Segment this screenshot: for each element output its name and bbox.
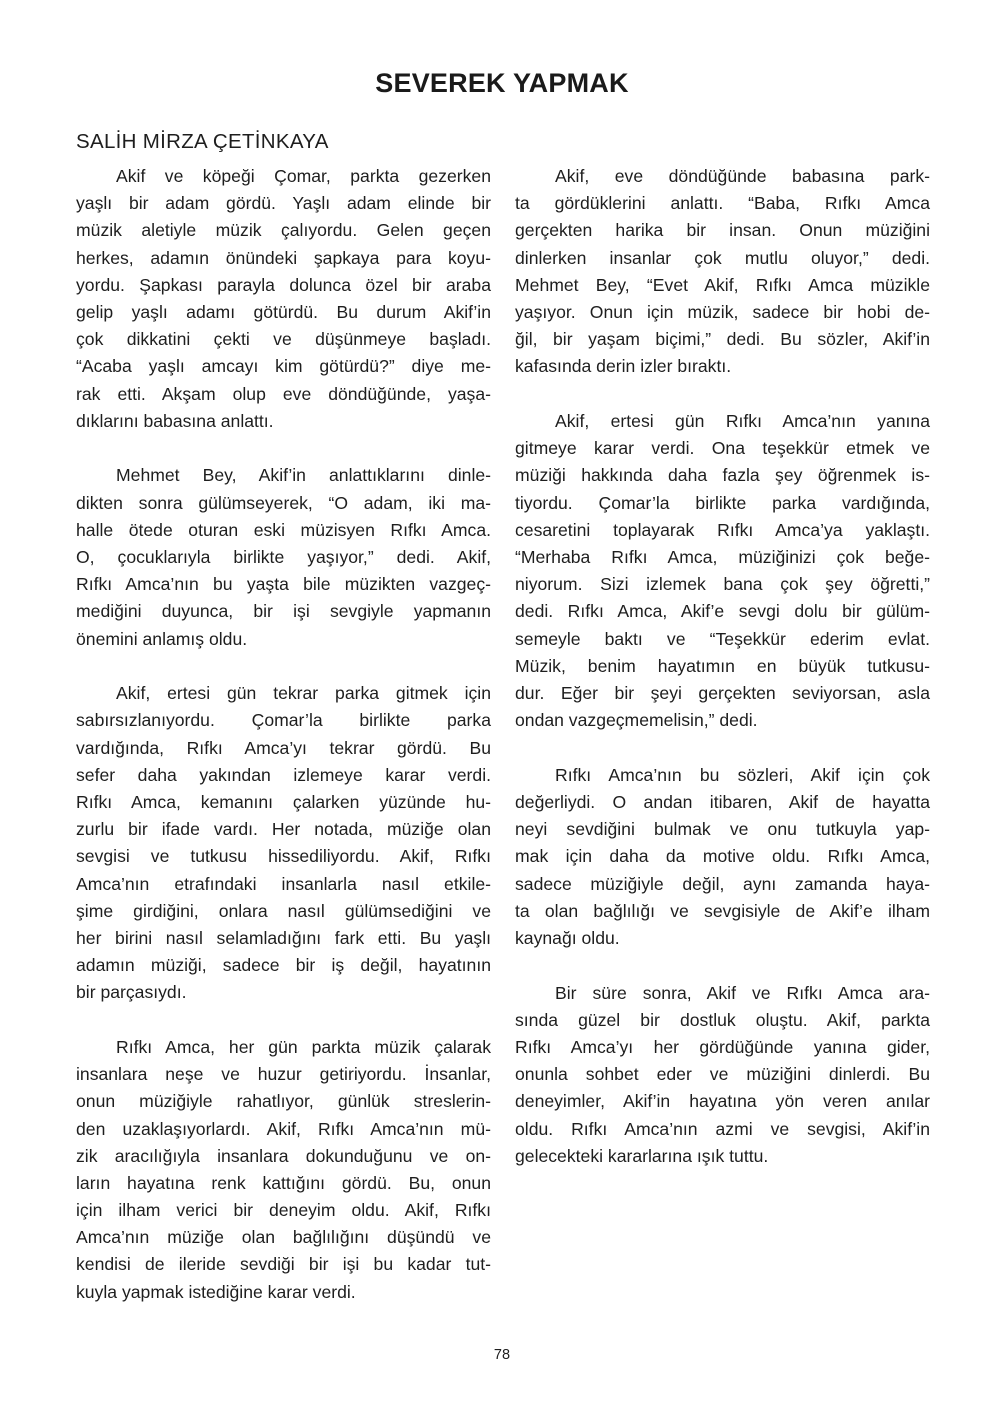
paragraph [515,980,930,1170]
text-line: Bir süre sonra, Akif ve Rıfkı Amca ara- [555,982,930,1003]
text-line: tiyordu. Çomar’la birlikte parka vardığında, [515,492,930,513]
text-line: müzik aletiyle müzik çalıyordu. Gelen geçen [76,220,491,241]
text-line: müziği hakkında daha fazla şey öğrenmek is- [515,465,930,486]
text-line: mediğini duyunca, bir işi sevgiyle yapmanın [76,601,491,622]
paragraph [515,163,930,381]
text-line: semeyle baktı ve “Teşekkür ederim evlat. [515,628,930,649]
text-line: sefer daha yakından izlemeye karar verdi. [76,764,491,785]
text-line: sadece müziğiyle değil, aynı zamanda haya- [515,873,930,894]
text-line: Rıfkı Amca’nın bu sözleri, Akif için çok [555,764,930,785]
text-line: dikten sonra gülümseyerek, “O adam, iki ma- [76,492,491,513]
text-line: den uzaklaşıyorlardı. Akif, Rıfkı Amca’nın mü- [76,1118,491,1139]
text-line: Rıfkı Amca, kemanını çalarken yüzünde hu- [76,791,491,812]
text-line: çok dikkatini çekti ve düşünmeye başladı. [76,329,491,350]
text-line: önemini anlamış oldu. [76,628,248,649]
text-line: Müzik, benim hayatımın en büyük tutkusu- [515,655,930,676]
left-column [76,163,491,1333]
text-line: gitmeye karar verdi. Ona teşekkür etmek ve [515,438,930,459]
text-line: dedi. Rıfkı Amca, Akif’e sevgi dolu bir gülüm- [515,601,930,622]
text-line: kafasında derin izler bıraktı. [515,356,732,377]
text-line: ların hayatına renk kattığını gördü. Bu, onun [76,1172,491,1193]
text-line: dıklarını babasına anlattı. [76,410,274,431]
text-line: Rıfkı Amca, her gün parkta müzik çalarak [116,1036,491,1057]
text-line: gelip yaşlı adamı götürdü. Bu durum Akif’in [76,301,491,322]
text-line: değerliydi. O andan itibaren, Akif de hayatta [515,791,930,812]
text-line: için ilham verici bir deneyim oldu. Akif, Rıfkı [76,1200,491,1221]
text-line: deneyimler, Akif’in hayatına yön veren anılar [515,1091,930,1112]
text-line: ondan vazgeçmemelisin,” dedi. [515,710,758,731]
text-line: mak için daha da motive oldu. Rıfkı Amca, [515,846,930,867]
paragraph [515,408,930,734]
text-line: yaşlı bir adam gördü. Yaşlı adam elinde bir [76,193,491,214]
text-line: herkes, adamın önündeki şapkaya para koyu- [76,247,491,268]
text-line: adamın müziği, sadece bir iş değil, hayatının [76,955,491,976]
text-line: kuyla yapmak istediğine karar verdi. [76,1281,356,1302]
text-line: Mehmet Bey, Akif’in anlattıklarını dinle- [116,465,491,486]
text-line: cesaretini toplayarak Rıfkı Amca’ya yaklaştı. [515,519,930,540]
text-line: neyi sevdiğini bulmak ve onu tutkuyla yap- [515,819,930,840]
text-line: yordu. Şapkası parayla dolunca özel bir araba [76,274,491,295]
text-line: niyorum. Sizi izlemek bana çok şey öğretti,” [515,574,930,595]
paragraph [76,163,491,435]
text-line: dinlerken insanlar çok mutlu oluyor,” dedi. [515,247,930,268]
text-line: gerçekten harika bir insan. Onun müziğini [515,220,930,241]
text-line: kaynağı oldu. [515,927,620,948]
text-line: onunla sohbet eder ve müziğini dinlerdi. Bu [515,1064,930,1085]
paragraph [76,680,491,1006]
text-line: yaşıyor. Onun için müzik, sadece bir hobi de- [515,301,930,322]
text-line: vardığında, Rıfkı Amca’yı tekrar gördü. Bu [76,737,491,758]
page-title: SEVEREK YAPMAK [375,68,629,98]
text-line: Akif, ertesi gün Rıfkı Amca’nın yanına [555,411,930,431]
text-line: gelecekteki kararlarına ışık tuttu. [515,1145,769,1166]
paragraph [515,762,930,952]
text-line: Rıfkı Amca’yı her gördüğünde yanına gider, [515,1036,930,1057]
text-line: “Merhaba Rıfkı Amca, müziğinizi çok beğe- [515,546,930,567]
paragraph [76,1034,491,1306]
text-line: “Acaba yaşlı amcayı kim götürdü?” diye me- [76,356,491,377]
text-line: Akif, eve döndüğünde babasına park- [555,166,930,186]
text-line: sında güzel bir dostluk oluştu. Akif, parkta [515,1009,930,1030]
text-line: şime girdiğini, onlara nasıl gülümsediğini ve [76,900,491,921]
text-line: her birini nasıl selamladığını fark etti. Bu yaşlı [76,927,491,948]
text-line: onun müziğiyle rahatlıyor, günlük streslerin- [76,1091,491,1112]
right-column [515,163,930,1197]
text-line: Akif, ertesi gün tekrar parka gitmek için [116,683,491,704]
text-line: ğil, bir yaşam biçimi,” dedi. Bu sözler, Akif’in [515,329,930,350]
text-line: dur. Eğer bir şeyi gerçekten seviyorsan, asla [515,682,930,703]
page-number: 78 [493,1347,511,1363]
text-line: kendisi de ileride sevdiği bir işi bu kadar tut- [76,1254,491,1275]
author-name: SALİH MİRZA ÇETİNKAYA [76,130,329,153]
text-line: Mehmet Bey, “Evet Akif, Rıfkı Amca müzikle [515,274,930,295]
text-line: sevgisi ve tutkusu hissediliyordu. Akif, Rıfkı [76,846,491,867]
text-line: insanlara neşe ve huzur getiriyordu. İnsanlar, [76,1064,491,1085]
text-line: zik aracılığıyla insanlara dokunduğunu ve on- [76,1145,491,1166]
text-line: sabırsızlanıyordu. Çomar’la birlikte parka [76,710,491,731]
text-line: O, çocuklarıyla birlikte yaşıyor,” dedi. Akif, [76,546,491,567]
text-line: Rıfkı Amca’nın bu yaşta bile müzikten vazgeç- [76,574,491,595]
text-line: ta olan bağlılığı ve sevgisiyle de Akif’e ilham [515,900,930,921]
text-line: rak etti. Akşam olup eve döndüğünde, yaşa- [76,383,491,404]
text-line: Amca’nın etrafındaki insanlarla nasıl etkile- [76,873,491,894]
text-line: bir parçasıydı. [76,982,187,1003]
text-line: Akif ve köpeği Çomar, parkta gezerken [116,166,491,186]
text-line: ta gördüklerini anlattı. “Baba, Rıfkı Amca [515,193,930,214]
paragraph [76,462,491,652]
text-line: halle ötede oturan eski müzisyen Rıfkı Amca. [76,519,491,540]
text-line: oldu. Rıfkı Amca’nın azmi ve sevgisi, Akif’in [515,1118,930,1139]
text-line: Amca’nın müziğe olan bağlılığını düşündü ve [76,1227,491,1248]
text-line: zurlu bir ifade vardı. Her notada, müziğe olan [76,819,491,840]
